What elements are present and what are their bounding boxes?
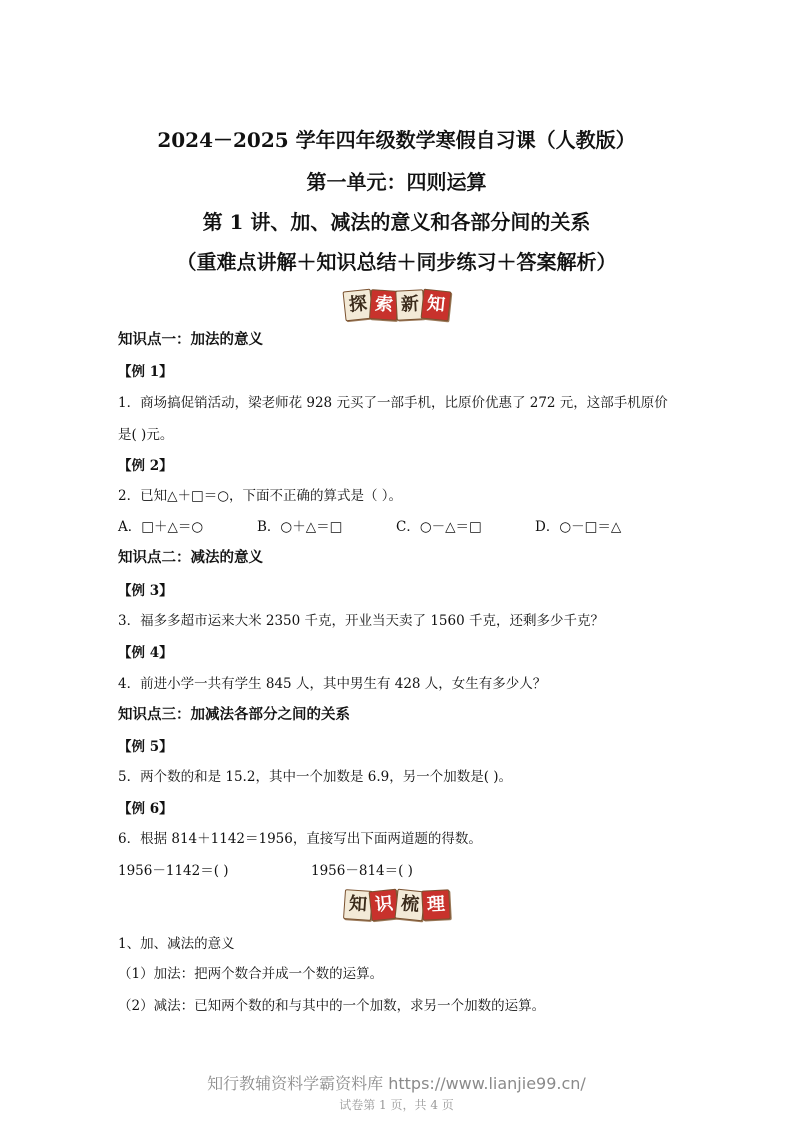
example-4-label: 【例 4】	[118, 645, 173, 661]
question-6-blank-2: 1956－814＝( )	[311, 863, 413, 879]
lesson-title: 第 1 讲、加、减法的意义和各部分间的关系	[202, 210, 591, 234]
example-2-label: 【例 2】	[118, 458, 173, 474]
review-item-addition: （1）加法：把两个数合并成一个数的运算。	[118, 966, 384, 982]
knowledge-point-2-heading: 知识点二：减法的意义	[118, 549, 263, 566]
question-2: 2．已知△＋□＝○，下面不正确的算式是（ ）。	[118, 488, 403, 504]
question-2-option-d: D．○－□＝△	[535, 519, 622, 535]
question-2-option-b: B．○＋△＝□	[257, 519, 343, 535]
knowledge-point-3-heading: 知识点三：加减法各部分之间的关系	[118, 706, 350, 723]
page-footer: 试卷第 1 页，共 4 页	[339, 1098, 454, 1112]
badge-char: 索	[368, 289, 398, 321]
badge-char: 知	[342, 889, 372, 921]
badge-char: 新	[395, 289, 425, 320]
question-4: 4．前进小学一共有学生 845 人，其中男生有 428 人，女生有多少人？	[118, 676, 547, 692]
example-3-label: 【例 3】	[118, 583, 173, 599]
example-1-label: 【例 1】	[118, 364, 173, 380]
explore-new-knowledge-badge	[0, 290, 793, 320]
badge-char: 理	[421, 889, 451, 920]
review-item-1: 1、加、减法的意义	[118, 936, 235, 952]
watermark-text: 知行教辅资料学霸资料库 https://www.lianjie99.cn/	[207, 1074, 586, 1093]
question-5: 5．两个数的和是 15.2，其中一个加数是 6.9，另一个加数是( )。	[118, 769, 513, 785]
question-6: 6．根据 814＋1142＝1956，直接写出下面两道题的得数。	[118, 831, 482, 847]
question-6-blank-1: 1956－1142＝( )	[118, 863, 229, 879]
document-title: 2024－2025 学年四年级数学寒假自习课（人教版）	[157, 128, 636, 152]
example-5-label: 【例 5】	[118, 739, 173, 755]
question-1-line-1: 1．商场搞促销活动，梁老师花 928 元买了一部手机，比原价优惠了 272 元，这部手机原价	[118, 395, 668, 411]
example-6-label: 【例 6】	[118, 801, 173, 817]
badge-char: 识	[368, 889, 399, 922]
knowledge-review-badge	[0, 890, 793, 920]
question-1-line-2: 是( )元。	[118, 427, 174, 443]
badge-char: 知	[420, 289, 451, 322]
badge-char: 探	[342, 289, 373, 322]
badge-char: 梳	[394, 889, 425, 922]
question-2-option-c: C．○－△＝□	[396, 519, 482, 535]
review-item-subtraction: （2）减法：已知两个数的和与其中的一个加数，求另一个加数的运算。	[118, 998, 546, 1014]
unit-title: 第一单元：四则运算	[306, 170, 487, 194]
knowledge-point-1-heading: 知识点一：加法的意义	[118, 331, 263, 348]
lesson-subtitle: （重难点讲解＋知识总结＋同步练习＋答案解析）	[176, 250, 617, 274]
question-3: 3．福多多超市运来大米 2350 千克，开业当天卖了 1560 千克，还剩多少千克？	[118, 613, 604, 629]
question-2-option-a: A．□＋△＝○	[118, 519, 204, 535]
